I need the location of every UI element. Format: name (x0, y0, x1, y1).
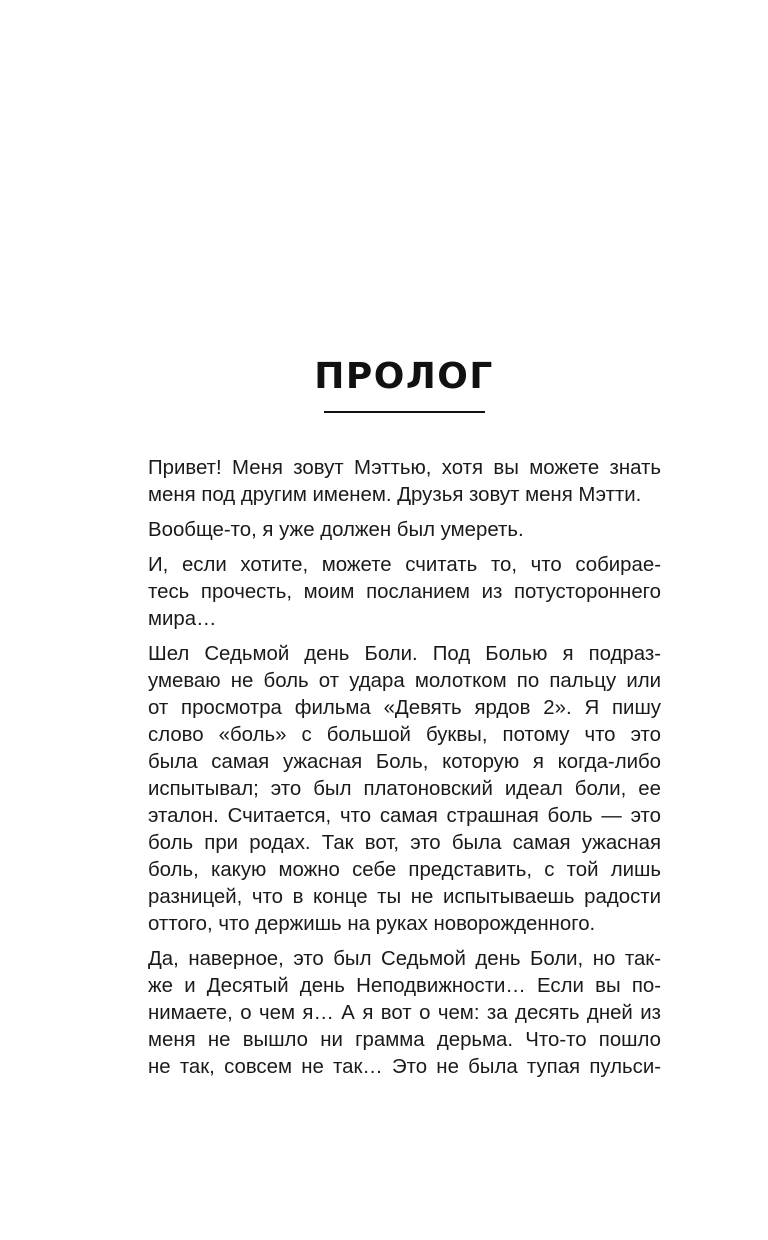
text-line: меня не вышло ни грамма дерьма. Что-то пошло (148, 1029, 661, 1051)
text-line: нимаете, о чем я… А я вот о чем: за десять дней из (148, 1002, 661, 1024)
text-line: оттого, что держишь на руках новорожденного. (148, 913, 596, 935)
text-line: И, если хотите, можете считать то, что собирае- (148, 554, 661, 576)
text-line: Да, наверное, это был Седьмой день Боли, но так- (148, 948, 661, 970)
text-line: мира… (148, 608, 217, 630)
text-line: Вообще-то, я уже должен был умереть. (148, 519, 524, 541)
text-line: Привет! Меня зовут Мэттью, хотя вы можете знать (148, 457, 661, 479)
text-line: эталон. Считается, что самая страшная боль — это (148, 805, 661, 827)
chapter-title: ПРОЛОГ (314, 356, 494, 397)
text-line: была самая ужасная Боль, которую я когда-либо (148, 751, 661, 773)
paragraph-4 (148, 641, 661, 938)
paragraph-2 (148, 517, 661, 544)
text-line: же и Десятый день Неподвижности… Если вы по- (148, 975, 661, 997)
text-line: боль при родах. Так вот, это была самая ужасная (148, 832, 661, 854)
text-line: тесь прочесть, моим посланием из потустороннего (148, 581, 661, 603)
paragraph-3 (148, 552, 661, 633)
text-line: разницей, что в конце ты не испытываешь радости (148, 886, 661, 908)
text-line: не так, совсем не так… Это не была тупая пульси- (148, 1056, 661, 1078)
text-line: от просмотра фильма «Девять ярдов 2». Я пишу (148, 697, 661, 719)
text-line: меня под другим именем. Друзья зовут меня Мэтти. (148, 484, 642, 506)
text-line: боль, какую можно себе представить, с той лишь (148, 859, 661, 881)
title-underline (324, 411, 485, 413)
paragraph-1 (148, 455, 661, 509)
text-line: умеваю не боль от удара молотком по пальцу или (148, 670, 661, 692)
paragraph-5 (148, 946, 661, 1081)
text-line: Шел Седьмой день Боли. Под Болью я подраз- (148, 643, 661, 665)
text-line: слово «боль» с большой буквы, потому что это (148, 724, 661, 746)
body-text (148, 455, 661, 1089)
text-line: испытывал; это был платоновский идеал боли, ее (148, 778, 661, 800)
